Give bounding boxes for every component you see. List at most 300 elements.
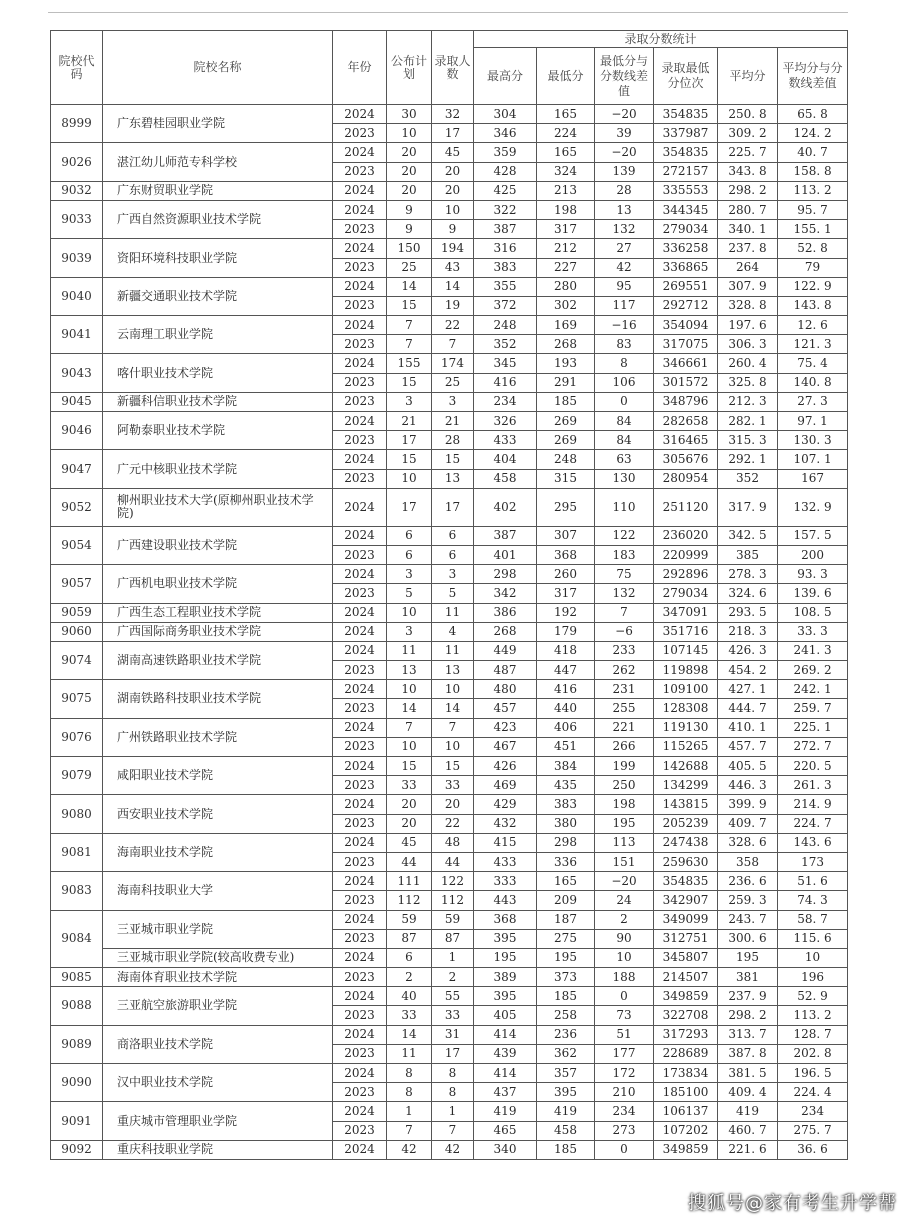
year-cell: 2024 [333,200,387,219]
avg-score-cell: 426. 3 [718,641,778,660]
avg-diff-cell: 27. 3 [778,392,848,411]
admit-cell: 19 [432,296,474,315]
table-row [51,488,848,526]
admit-cell: 31 [432,1025,474,1044]
school-name-cell: 新疆科信职业技术学院 [103,392,333,411]
min-score-cell: 268 [537,335,595,354]
admission-score-table [50,30,848,1160]
table-row [51,910,848,929]
plan-cell: 15 [387,757,432,776]
min-diff-cell: 132 [595,584,654,603]
table-row [51,718,848,737]
min-score-cell: 362 [537,1044,595,1063]
avg-diff-cell: 121. 3 [778,335,848,354]
table-row [51,181,848,200]
avg-score-cell: 282. 1 [718,412,778,431]
min-diff-cell: 130 [595,469,654,488]
school-code-cell: 9052 [51,488,103,526]
plan-cell: 20 [387,814,432,833]
year-cell: 2024 [333,718,387,737]
plan-cell: 7 [387,718,432,737]
year-cell: 2023 [333,1083,387,1102]
school-name-cell: 重庆城市管理职业学院 [103,1102,333,1140]
min-diff-cell: 13 [595,200,654,219]
admit-cell: 2 [432,968,474,987]
min-score-cell: 227 [537,258,595,277]
admit-cell: 20 [432,162,474,181]
admit-cell: 21 [432,412,474,431]
min-score-cell: 260 [537,565,595,584]
avg-diff-cell: 108. 5 [778,603,848,622]
school-code-cell: 9074 [51,641,103,679]
min-rank-cell: 322708 [654,1006,718,1025]
min-diff-cell: 27 [595,239,654,258]
min-diff-cell: 51 [595,1025,654,1044]
min-diff-cell: 132 [595,220,654,239]
school-name-cell: 三亚航空旅游职业学院 [103,987,333,1025]
avg-score-cell: 444. 7 [718,699,778,718]
avg-score-cell: 250. 8 [718,105,778,124]
year-cell: 2023 [333,469,387,488]
school-name-cell: 海南职业技术学院 [103,833,333,871]
table-row [51,603,848,622]
plan-cell: 155 [387,354,432,373]
table-row [51,795,848,814]
min-rank-cell: 269551 [654,277,718,296]
school-code-cell: 9045 [51,392,103,411]
min-diff-cell: 273 [595,1121,654,1140]
admit-cell: 33 [432,1006,474,1025]
avg-score-cell: 306. 3 [718,335,778,354]
min-score-cell: 195 [537,948,595,967]
avg-score-cell: 259. 3 [718,891,778,910]
max-score-cell: 437 [474,1083,537,1102]
table-row [51,526,848,545]
min-diff-cell: 42 [595,258,654,277]
min-diff-cell: 266 [595,737,654,756]
min-rank-cell: 214507 [654,968,718,987]
table-row [51,143,848,162]
max-score-cell: 342 [474,584,537,603]
min-score-cell: 192 [537,603,595,622]
school-name-cell: 广东碧桂园职业学院 [103,105,333,143]
admit-cell: 10 [432,737,474,756]
min-rank-cell: 259630 [654,852,718,871]
min-rank-cell: 279034 [654,584,718,603]
min-rank-cell: 115265 [654,737,718,756]
table-row [51,412,848,431]
avg-score-cell: 309. 2 [718,124,778,143]
min-rank-cell: 247438 [654,833,718,852]
min-score-cell: 384 [537,757,595,776]
year-cell: 2023 [333,814,387,833]
max-score-cell: 433 [474,852,537,871]
year-cell: 2024 [333,641,387,660]
min-diff-cell: 151 [595,852,654,871]
avg-diff-cell: 130. 3 [778,431,848,450]
min-rank-cell: 107202 [654,1121,718,1140]
avg-diff-cell: 132. 9 [778,488,848,526]
avg-score-cell: 280. 7 [718,200,778,219]
school-name-cell: 广西机电职业技术学院 [103,565,333,603]
max-score-cell: 386 [474,603,537,622]
avg-diff-cell: 242. 1 [778,680,848,699]
avg-diff-cell: 157. 5 [778,526,848,545]
min-score-cell: 395 [537,1083,595,1102]
min-score-cell: 187 [537,910,595,929]
year-cell: 2024 [333,354,387,373]
plan-cell: 42 [387,1140,432,1159]
year-cell: 2024 [333,450,387,469]
school-name-cell: 广西建设职业技术学院 [103,526,333,564]
admit-cell: 15 [432,450,474,469]
min-rank-cell: 354835 [654,105,718,124]
min-diff-cell: 24 [595,891,654,910]
admit-cell: 13 [432,469,474,488]
avg-diff-cell: 95. 7 [778,200,848,219]
avg-score-cell: 328. 8 [718,296,778,315]
min-rank-cell: 312751 [654,929,718,948]
avg-diff-cell: 97. 1 [778,412,848,431]
max-score-cell: 195 [474,948,537,967]
min-rank-cell: 106137 [654,1102,718,1121]
admit-cell: 11 [432,603,474,622]
avg-score-cell: 278. 3 [718,565,778,584]
min-diff-cell: 8 [595,354,654,373]
avg-diff-cell: 158. 8 [778,162,848,181]
avg-diff-cell: 261. 3 [778,776,848,795]
avg-score-cell: 212. 3 [718,392,778,411]
max-score-cell: 383 [474,258,537,277]
table-row [51,565,848,584]
avg-diff-cell: 128. 7 [778,1025,848,1044]
year-cell: 2023 [333,373,387,392]
min-score-cell: 165 [537,872,595,891]
plan-cell: 11 [387,641,432,660]
min-score-cell: 248 [537,450,595,469]
avg-diff-cell: 58. 7 [778,910,848,929]
min-diff-cell: 7 [595,603,654,622]
min-score-cell: 269 [537,412,595,431]
year-cell: 2023 [333,1006,387,1025]
school-code-cell: 9076 [51,718,103,756]
plan-cell: 9 [387,200,432,219]
avg-score-cell: 300. 6 [718,929,778,948]
school-code-cell: 9091 [51,1102,103,1140]
school-name-cell: 广西生态工程职业技术学院 [103,603,333,622]
avg-score-cell: 298. 2 [718,181,778,200]
max-score-cell: 345 [474,354,537,373]
table-row [51,872,848,891]
school-code-cell: 9033 [51,200,103,238]
table-row [51,200,848,219]
avg-score-cell: 457. 7 [718,737,778,756]
max-score-cell: 415 [474,833,537,852]
avg-score-cell: 427. 1 [718,680,778,699]
table-body [51,105,848,1160]
admit-cell: 13 [432,661,474,680]
min-diff-cell: 139 [595,162,654,181]
avg-diff-cell: 173 [778,852,848,871]
admit-cell: 9 [432,220,474,239]
min-rank-cell: 346661 [654,354,718,373]
min-score-cell: 165 [537,143,595,162]
min-rank-cell: 185100 [654,1083,718,1102]
year-cell: 2024 [333,239,387,258]
max-score-cell: 368 [474,910,537,929]
min-rank-cell: 251120 [654,488,718,526]
avg-score-cell: 237. 8 [718,239,778,258]
avg-diff-cell: 196 [778,968,848,987]
max-score-cell: 416 [474,373,537,392]
admit-cell: 5 [432,584,474,603]
plan-cell: 9 [387,220,432,239]
plan-cell: 111 [387,872,432,891]
plan-cell: 10 [387,603,432,622]
school-name-cell: 三亚城市职业学院(较高收费专业) [103,948,333,967]
avg-diff-cell: 214. 9 [778,795,848,814]
admit-cell: 3 [432,392,474,411]
header-plan: 公布计划 [387,31,432,105]
max-score-cell: 443 [474,891,537,910]
avg-score-cell: 237. 9 [718,987,778,1006]
year-cell: 2024 [333,1140,387,1159]
year-cell: 2024 [333,1102,387,1121]
school-name-cell: 广西自然资源职业技术学院 [103,200,333,238]
school-name-cell: 三亚城市职业学院 [103,910,333,948]
school-code-cell: 9040 [51,277,103,315]
min-score-cell: 302 [537,296,595,315]
min-diff-cell: 255 [595,699,654,718]
table-row [51,392,848,411]
avg-diff-cell: 269. 2 [778,661,848,680]
avg-score-cell: 264 [718,258,778,277]
min-score-cell: 458 [537,1121,595,1140]
school-code-cell: 9060 [51,622,103,641]
avg-diff-cell: 241. 3 [778,641,848,660]
min-score-cell: 435 [537,776,595,795]
max-score-cell: 429 [474,795,537,814]
year-cell: 2023 [333,124,387,143]
header-admit: 录取人数 [432,31,474,105]
avg-score-cell: 399. 9 [718,795,778,814]
avg-diff-cell: 52. 9 [778,987,848,1006]
school-name-cell: 重庆科技职业学院 [103,1140,333,1159]
avg-score-cell: 325. 8 [718,373,778,392]
avg-score-cell: 410. 1 [718,718,778,737]
year-cell: 2024 [333,277,387,296]
min-score-cell: 317 [537,220,595,239]
avg-diff-cell: 65. 8 [778,105,848,124]
avg-diff-cell: 155. 1 [778,220,848,239]
table-row [51,833,848,852]
min-score-cell: 416 [537,680,595,699]
year-cell: 2023 [333,162,387,181]
min-rank-cell: 119898 [654,661,718,680]
max-score-cell: 402 [474,488,537,526]
plan-cell: 21 [387,412,432,431]
min-diff-cell: −16 [595,316,654,335]
school-name-cell: 广元中核职业技术学院 [103,450,333,488]
avg-score-cell: 292. 1 [718,450,778,469]
min-score-cell: 213 [537,181,595,200]
min-score-cell: 275 [537,929,595,948]
year-cell: 2024 [333,757,387,776]
min-score-cell: 368 [537,545,595,564]
year-cell: 2023 [333,968,387,987]
avg-diff-cell: 139. 6 [778,584,848,603]
admit-cell: 28 [432,431,474,450]
school-code-cell: 9089 [51,1025,103,1063]
plan-cell: 15 [387,296,432,315]
year-cell: 2023 [333,661,387,680]
school-code-cell: 9039 [51,239,103,277]
avg-diff-cell: 12. 6 [778,316,848,335]
plan-cell: 7 [387,316,432,335]
avg-diff-cell: 79 [778,258,848,277]
year-cell: 2024 [333,795,387,814]
min-rank-cell: 220999 [654,545,718,564]
min-diff-cell: 73 [595,1006,654,1025]
min-score-cell: 357 [537,1064,595,1083]
plan-cell: 14 [387,277,432,296]
admit-cell: 17 [432,488,474,526]
table-row [51,450,848,469]
plan-cell: 15 [387,373,432,392]
admit-cell: 32 [432,105,474,124]
table-row [51,968,848,987]
min-diff-cell: 106 [595,373,654,392]
avg-diff-cell: 113. 2 [778,1006,848,1025]
year-cell: 2024 [333,143,387,162]
min-diff-cell: 210 [595,1083,654,1102]
avg-diff-cell: 143. 6 [778,833,848,852]
min-diff-cell: 39 [595,124,654,143]
school-code-cell: 9032 [51,181,103,200]
year-cell: 2023 [333,737,387,756]
max-score-cell: 387 [474,220,537,239]
plan-cell: 59 [387,910,432,929]
min-diff-cell: 110 [595,488,654,526]
avg-diff-cell: 225. 1 [778,718,848,737]
min-score-cell: 209 [537,891,595,910]
avg-diff-cell: 196. 5 [778,1064,848,1083]
year-cell: 2024 [333,565,387,584]
school-code-cell: 9085 [51,968,103,987]
min-diff-cell: 262 [595,661,654,680]
plan-cell: 20 [387,143,432,162]
table-row [51,316,848,335]
year-cell: 2024 [333,833,387,852]
plan-cell: 33 [387,776,432,795]
admit-cell: 10 [432,680,474,699]
admit-cell: 43 [432,258,474,277]
min-diff-cell: 233 [595,641,654,660]
max-score-cell: 359 [474,143,537,162]
avg-score-cell: 313. 7 [718,1025,778,1044]
max-score-cell: 346 [474,124,537,143]
school-name-cell: 湖南高速铁路职业技术学院 [103,641,333,679]
min-rank-cell: 305676 [654,450,718,469]
plan-cell: 8 [387,1064,432,1083]
header-year: 年份 [333,31,387,105]
min-score-cell: 185 [537,392,595,411]
min-rank-cell: 349859 [654,1140,718,1159]
table-row [51,354,848,373]
header-stats: 录取分数统计 [474,31,848,48]
school-code-cell: 9083 [51,872,103,910]
avg-diff-cell: 115. 6 [778,929,848,948]
avg-score-cell: 328. 6 [718,833,778,852]
year-cell: 2024 [333,412,387,431]
admit-cell: 55 [432,987,474,1006]
admit-cell: 8 [432,1083,474,1102]
avg-score-cell: 460. 7 [718,1121,778,1140]
plan-cell: 3 [387,565,432,584]
school-code-cell: 9080 [51,795,103,833]
min-score-cell: 198 [537,200,595,219]
plan-cell: 17 [387,488,432,526]
avg-diff-cell: 122. 9 [778,277,848,296]
min-rank-cell: 316465 [654,431,718,450]
max-score-cell: 395 [474,929,537,948]
table-row [51,239,848,258]
min-score-cell: 258 [537,1006,595,1025]
min-score-cell: 373 [537,968,595,987]
avg-diff-cell: 224. 7 [778,814,848,833]
min-rank-cell: 349859 [654,987,718,1006]
admit-cell: 59 [432,910,474,929]
plan-cell: 87 [387,929,432,948]
header-min: 最低分 [537,48,595,105]
max-score-cell: 469 [474,776,537,795]
min-score-cell: 336 [537,852,595,871]
year-cell: 2023 [333,584,387,603]
school-name-cell: 商洛职业技术学院 [103,1025,333,1063]
min-score-cell: 179 [537,622,595,641]
header-name: 院校名称 [103,31,333,105]
year-cell: 2023 [333,699,387,718]
min-rank-cell: 236020 [654,526,718,545]
min-diff-cell: 83 [595,335,654,354]
admit-cell: 15 [432,757,474,776]
school-code-cell: 9084 [51,910,103,968]
min-diff-cell: 84 [595,412,654,431]
school-name-cell: 海南体育职业技术学院 [103,968,333,987]
plan-cell: 3 [387,392,432,411]
admit-cell: 17 [432,124,474,143]
max-score-cell: 304 [474,105,537,124]
min-diff-cell: −6 [595,622,654,641]
avg-diff-cell: 10 [778,948,848,967]
min-diff-cell: 177 [595,1044,654,1063]
max-score-cell: 458 [474,469,537,488]
max-score-cell: 316 [474,239,537,258]
avg-score-cell: 293. 5 [718,603,778,622]
admit-cell: 8 [432,1064,474,1083]
plan-cell: 112 [387,891,432,910]
min-diff-cell: 0 [595,1140,654,1159]
admit-cell: 42 [432,1140,474,1159]
min-rank-cell: 345807 [654,948,718,967]
header-avg-diff: 平均分与分数线差值 [778,48,848,105]
year-cell: 2024 [333,1025,387,1044]
admit-cell: 25 [432,373,474,392]
min-rank-cell: 337987 [654,124,718,143]
min-diff-cell: 28 [595,181,654,200]
min-diff-cell: 195 [595,814,654,833]
admit-cell: 45 [432,143,474,162]
